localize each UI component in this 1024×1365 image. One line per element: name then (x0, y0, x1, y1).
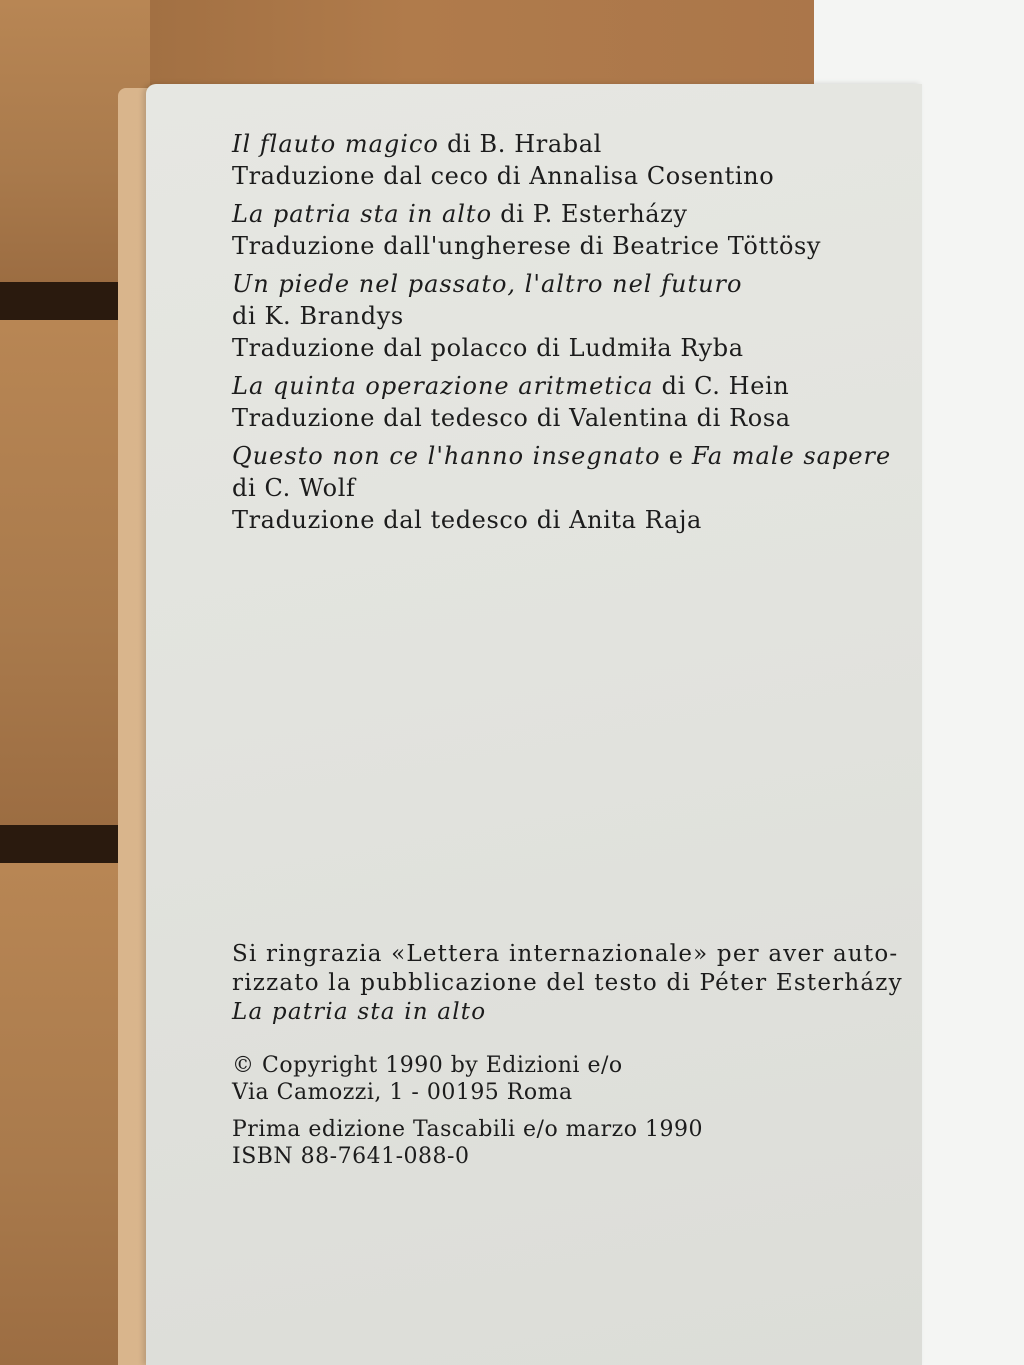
credit-title-line (232, 268, 891, 300)
credit-title-line (232, 440, 891, 472)
work-title: Il flauto magico (232, 130, 439, 158)
credit-translation: Traduzione dal polacco di Ludmiła Ryba (232, 334, 744, 362)
credit-title-line (232, 370, 891, 402)
credit-entry (232, 370, 891, 434)
work-title: La patria sta in alto (232, 200, 493, 228)
work-author: di C. Wolf (232, 474, 356, 502)
credit-translation: Traduzione dal tedesco di Valentina di Rosa (232, 404, 791, 432)
acknowledgement (232, 940, 903, 1027)
imprint-spacer (232, 1106, 703, 1116)
work-author: di B. Hrabal (447, 130, 602, 158)
acknowledgement-line: Si ringrazia «Lettera internazionale» per aver auto- (232, 941, 899, 967)
work-title: Un piede nel passato, l'altro nel futuro (232, 270, 743, 298)
work-title: La patria sta in alto (232, 999, 487, 1025)
copyright-line: © Copyright 1990 by Edizioni e/o (232, 1053, 623, 1078)
credit-translation: Traduzione dal tedesco di Anita Raja (232, 506, 702, 534)
acknowledgement-line: rizzato la pubblicazione del testo di Péter Esterházy (232, 970, 903, 996)
credit-entry (232, 128, 891, 192)
title-conjunction: e (668, 442, 684, 470)
translation-credits (232, 128, 891, 542)
isbn-line: ISBN 88-7641-088-0 (232, 1144, 470, 1169)
credit-entry (232, 268, 891, 364)
edition-line: Prima edizione Tascabili e/o marzo 1990 (232, 1117, 703, 1142)
work-title: La quinta operazione aritmetica (232, 372, 654, 400)
credit-title-line (232, 128, 891, 160)
publisher-address: Via Camozzi, 1 - 00195 Roma (232, 1080, 573, 1105)
work-title: Questo non ce l'hanno insegnato (232, 442, 661, 470)
work-title: Fa male sapere (691, 442, 892, 470)
acknowledgement-title (232, 998, 903, 1027)
work-author: di P. Esterházy (500, 200, 688, 228)
work-author: di K. Brandys (232, 302, 404, 330)
credit-translation: Traduzione dal ceco di Annalisa Cosentino (232, 162, 775, 190)
imprint (232, 1052, 703, 1170)
credit-entry (232, 440, 891, 536)
credit-title-line (232, 198, 891, 230)
credit-translation: Traduzione dall'ungherese di Beatrice Töttösy (232, 232, 822, 260)
work-author: di C. Hein (661, 372, 790, 400)
credit-entry (232, 198, 891, 262)
